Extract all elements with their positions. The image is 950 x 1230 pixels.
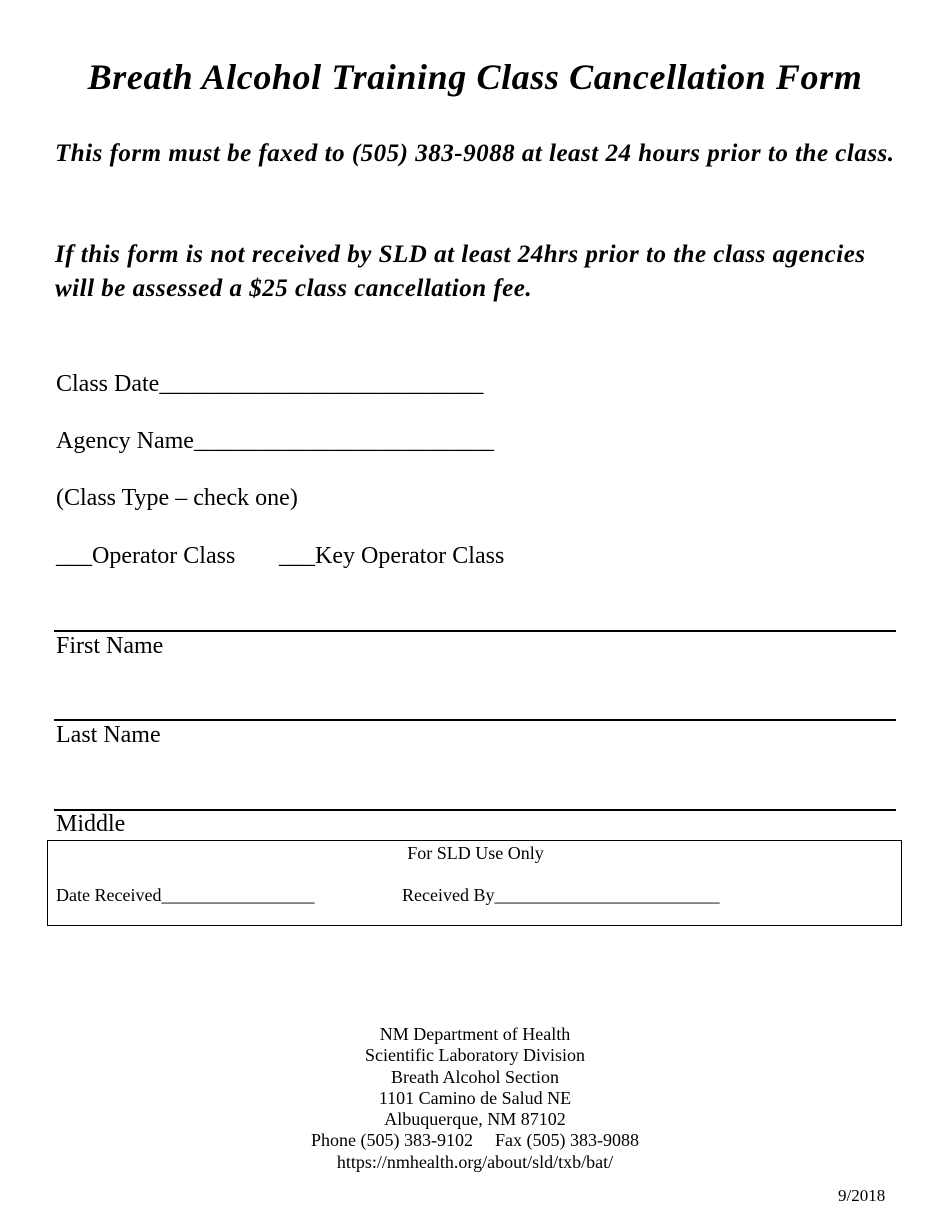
class-date-label: Class Date [56,371,160,397]
key-operator-class-option[interactable] [279,543,504,570]
agency-name-blank[interactable]: _________________________ [193,428,494,454]
footer-url[interactable]: https://nmhealth.org/about/sld/txb/bat/ [336,1151,614,1172]
date-received-field[interactable] [56,885,314,906]
footer-phone: Phone (505) 383-9102 [311,1130,473,1151]
footer-line: Albuquerque, NM 87102 [384,1109,566,1130]
middle-name-label: Middle [56,811,126,837]
footer-contact [0,1130,950,1151]
class-type-label: (Class Type – check one) [56,485,298,511]
footer-fax: Fax (505) 383-9088 [495,1130,639,1151]
agency-name-label: Agency Name [56,428,194,454]
key-operator-class-checkbox[interactable]: ___ [279,543,315,569]
last-name-line[interactable] [54,719,896,721]
sld-use-only-box [47,840,902,926]
last-name-label: Last Name [56,722,161,748]
operator-class-option[interactable] [56,543,235,570]
operator-class-label: Operator Class [92,543,236,569]
footer-line: NM Department of Health [379,1024,571,1044]
sld-use-only-title: For SLD Use Only [407,843,544,863]
received-by-blank[interactable]: _________________________ [494,885,720,905]
date-received-blank[interactable]: _________________ [161,885,315,905]
middle-name-line[interactable] [54,809,896,811]
first-name-label: First Name [56,633,164,659]
date-received-label: Date Received [56,885,162,905]
form-title: Breath Alcohol Training Class Cancellation Form [87,57,863,97]
footer-address [0,1024,950,1173]
fax-notice: This form must be faxed to (505) 383-9088 at least 24 hours prior to the class. [55,140,895,167]
cancellation-fee-notice: If this form is not received by SLD at least 24hrs prior to the class agencies will be assessed a $25 class cancellation fee. [55,241,866,302]
agency-name-field[interactable] [56,428,494,455]
footer-line: Breath Alcohol Section [391,1066,559,1087]
received-by-field[interactable] [402,885,719,906]
footer-line: 1101 Camino de Salud NE [378,1087,572,1108]
footer-line: Scientific Laboratory Division [365,1045,585,1066]
operator-class-checkbox[interactable]: ___ [56,543,92,569]
first-name-line[interactable] [54,630,896,632]
revision-date: 9/2018 [838,1186,886,1205]
key-operator-class-label: Key Operator Class [315,543,505,569]
class-date-field[interactable] [56,371,483,398]
class-date-blank[interactable]: ___________________________ [159,371,484,397]
received-by-label: Received By [402,885,495,905]
